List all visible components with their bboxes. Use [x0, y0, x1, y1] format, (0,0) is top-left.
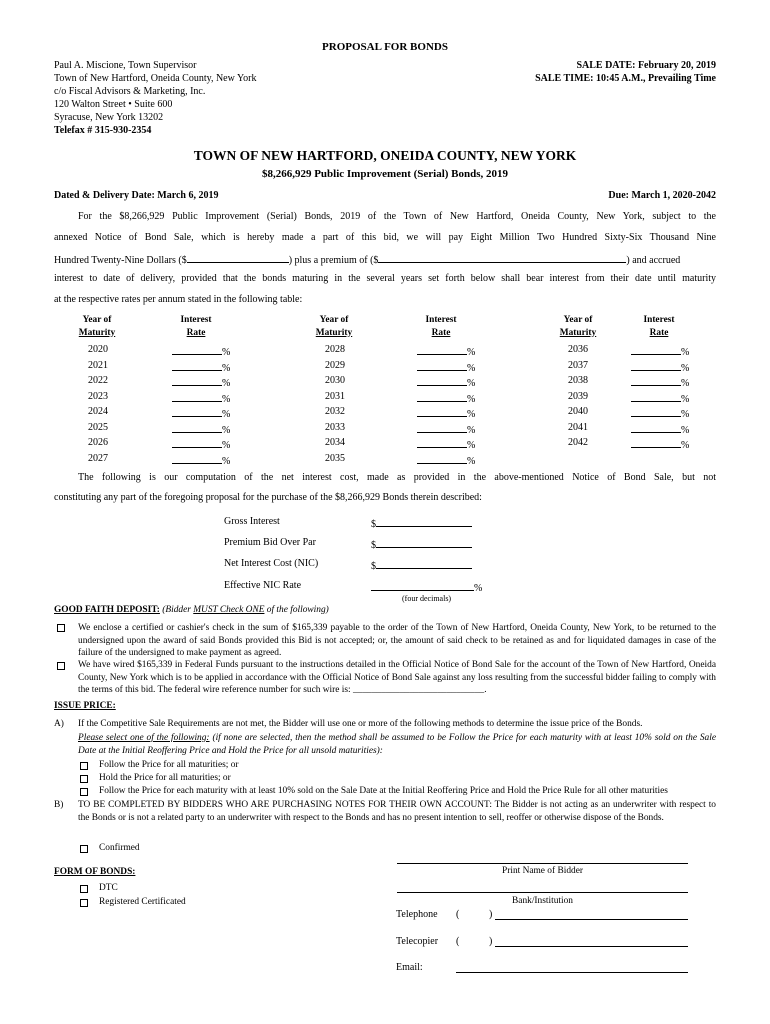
interest-rate-field[interactable]	[631, 391, 689, 405]
sale-time: SALE TIME: 10:45 A.M., Prevailing Time	[535, 73, 716, 84]
dtc-label: DTC	[99, 883, 118, 893]
select-instruction-text: (if none are selected, then the method shall be assumed to be Follow the Price for each maturity with at least 10% sold on the Sale Date at the Initial Reoffering Price and Hold the Price for all unsold maturities):	[78, 733, 717, 756]
address-line: Town of New Hartford, Oneida County, New York	[54, 73, 257, 84]
interest-rate-field[interactable]	[417, 375, 475, 389]
maturity-year: 2027	[88, 452, 108, 464]
page-title: PROPOSAL FOR BONDS	[322, 41, 448, 53]
maturity-year: 2024	[88, 406, 108, 417]
interest-rate-field[interactable]	[631, 406, 689, 420]
percent-sign: %	[467, 440, 476, 451]
percent-sign: %	[467, 455, 476, 467]
interest-rate-field[interactable]	[172, 406, 230, 420]
registered-certificated-checkbox[interactable]	[80, 899, 88, 907]
percent-sign: %	[222, 362, 231, 374]
percent-sign: %	[467, 393, 476, 405]
gross-interest-label: Gross Interest	[224, 516, 280, 527]
interest-rate-header	[634, 314, 684, 339]
select-instruction-underlined: Please select one of the following:	[78, 733, 210, 743]
maturity-year: 2034	[325, 437, 345, 448]
interest-rate-field[interactable]	[172, 375, 230, 389]
header-text: Maturity	[78, 327, 116, 338]
gfd-note: of the following)	[264, 605, 329, 615]
dtc-checkbox[interactable]	[80, 885, 88, 893]
issue-b-marker: B)	[54, 800, 64, 810]
form-of-bonds-label: FORM OF BONDS:	[54, 867, 136, 877]
maturity-year: 2028	[325, 344, 345, 355]
interest-rate-field[interactable]	[631, 375, 689, 389]
intro-text: ) plus a premium of ($	[288, 255, 379, 266]
percent-sign: %	[681, 424, 690, 436]
maturity-year: 2040	[568, 406, 588, 417]
header-text: Interest	[180, 315, 212, 325]
nic-field[interactable]	[371, 558, 472, 572]
telecopier-close-paren: )	[489, 936, 493, 947]
gfd-note: MUST Check ONE	[193, 605, 265, 615]
address-line: Syracuse, New York 13202	[54, 112, 164, 123]
interest-rate-header	[416, 314, 466, 339]
header-text: Maturity	[315, 327, 353, 338]
maturity-year: 2037	[568, 359, 588, 371]
percent-sign: %	[467, 347, 476, 358]
percent-sign: %	[681, 440, 690, 451]
issue-a-marker: A)	[54, 719, 64, 729]
address-line: 120 Walton Street • Suite 600	[54, 99, 173, 110]
price-blank[interactable]	[187, 252, 289, 263]
nic-label: Net Interest Cost (NIC)	[224, 558, 319, 569]
effective-nic-label: Effective NIC Rate	[224, 580, 302, 591]
percent-sign: %	[474, 583, 483, 594]
gfd-check-checkbox[interactable]	[57, 624, 65, 632]
telefax-line: Telefax # 315-930-2354	[54, 125, 152, 136]
good-faith-deposit-label	[54, 605, 329, 615]
interest-rate-field[interactable]	[172, 453, 230, 467]
email-label: Email:	[396, 962, 423, 973]
interest-rate-field[interactable]	[631, 344, 689, 358]
maturity-year: 2039	[568, 390, 588, 402]
percent-sign: %	[681, 362, 690, 374]
percent-sign: %	[222, 378, 231, 389]
percent-sign: %	[222, 347, 231, 358]
interest-rate-field[interactable]	[417, 453, 475, 467]
sale-date: SALE DATE: February 20, 2019	[576, 60, 716, 71]
gross-interest-field[interactable]	[371, 516, 472, 530]
maturity-year: 2030	[325, 375, 345, 386]
issue-price-label: ISSUE PRICE:	[54, 701, 116, 711]
telephone-open-paren: (	[456, 909, 460, 920]
interest-rate-field[interactable]	[172, 391, 230, 405]
percent-sign: %	[222, 440, 231, 451]
maturity-year: 2042	[568, 437, 588, 448]
header-text: Year of	[319, 315, 349, 325]
percent-sign: %	[222, 393, 231, 405]
percent-sign: %	[222, 409, 231, 420]
header-text: Interest	[425, 315, 457, 325]
percent-sign: %	[467, 424, 476, 436]
intro-line-amounts	[54, 252, 680, 266]
computation-line: constituting any part of the foregoing proposal for the purchase of the $8,266,929 Bonds therein described:	[54, 492, 482, 503]
issue-b-text: TO BE COMPLETED BY BIDDERS WHO ARE PURCHASING NOTES FOR THEIR OWN ACCOUNT: The Bidder is not acting as an underwriter with respect to the Bonds or is not a related party to an underwriter with respect to the Bonds and has no present intention to sell, reoffer or otherwise dispose of the Bonds.	[78, 800, 716, 823]
interest-rate-field[interactable]	[172, 344, 230, 358]
maturity-year: 2033	[325, 421, 345, 433]
telecopier-open-paren: (	[456, 936, 460, 947]
premium-label: Premium Bid Over Par	[224, 537, 316, 548]
intro-line: For the $8,266,929 Public Improvement (Serial) Bonds, 2019 of the Town of New Hartford, Oneida County, New York, subject to the	[78, 211, 716, 222]
maturity-year: 2022	[88, 375, 108, 386]
due-dates: Due: March 1, 2020-2042	[608, 190, 716, 201]
header-text: Rate	[431, 327, 451, 338]
bank-institution-label: Bank/Institution	[512, 896, 573, 906]
interest-rate-field[interactable]	[417, 406, 475, 420]
percent-sign: %	[681, 393, 690, 405]
telephone-close-paren: )	[489, 909, 493, 920]
address-line: c/o Fiscal Advisors & Marketing, Inc.	[54, 86, 206, 97]
percent-sign: %	[222, 424, 231, 436]
dated-delivery-date: Dated & Delivery Date: March 6, 2019	[54, 190, 219, 201]
header-text: Interest	[643, 315, 675, 325]
bond-heading: $8,266,929 Public Improvement (Serial) Bonds, 2019	[261, 168, 509, 180]
interest-rate-field[interactable]	[417, 344, 475, 358]
hold-price-all-checkbox[interactable]	[80, 775, 88, 783]
bank-institution-line[interactable]	[397, 892, 688, 893]
percent-sign: %	[681, 378, 690, 389]
computation-line: The following is our computation of the net interest cost, made as provided in the above-mentioned Notice of Bond Sale, but not	[78, 472, 716, 483]
issue-select-instruction	[78, 732, 716, 757]
percent-sign: %	[467, 378, 476, 389]
gfd-note: (Bidder	[162, 605, 194, 615]
issuer-heading: TOWN OF NEW HARTFORD, ONEIDA COUNTY, NEW YORK	[193, 148, 577, 163]
follow-price-all-checkbox[interactable]	[80, 762, 88, 770]
percent-sign: %	[681, 409, 690, 420]
bidder-name-line[interactable]	[397, 863, 688, 864]
year-of-maturity-header	[553, 314, 603, 339]
interest-rate-header	[171, 314, 221, 339]
follow-price-all-label: Follow the Price for all maturities; or	[99, 760, 239, 770]
premium-blank[interactable]	[378, 252, 626, 263]
registered-certificated-label: Registered Certificated	[99, 897, 186, 907]
header-text: Year of	[82, 315, 112, 325]
header-text: Maturity	[559, 327, 597, 338]
follow-hold-mixed-label: Follow the Price for each maturity with at least 10% sold on the Sale Date at the Initial Reoffering Price and Hold the Price Rule for all other maturities	[99, 786, 668, 796]
address-line: Paul A. Miscione, Town Supervisor	[54, 60, 197, 71]
dollar-sign: $	[371, 540, 376, 551]
maturity-year: 2023	[88, 390, 108, 402]
intro-line: interest to date of delivery, provided that the bonds maturing in the several years set forth below shall bear interest from their date until maturity	[54, 273, 716, 284]
percent-sign: %	[467, 409, 476, 420]
gfd-check-option: We enclose a certified or cashier's check in the sum of $165,339 payable to the order of the Town of New Hartford, Oneida County, New York, to be returned to the undersigned upon the award of said Bonds provided this Bid is not accepted; or, the amount of said check to be retained as and for liquidated damages in case of the failure of the undersigned to make payment as agreed.	[78, 623, 716, 659]
telephone-field[interactable]	[495, 919, 688, 920]
intro-line: at the respective rates per annum stated in the following table:	[54, 294, 303, 305]
maturity-year: 2026	[88, 437, 108, 448]
interest-rate-field[interactable]	[417, 437, 475, 451]
effective-nic-field[interactable]	[371, 580, 482, 594]
interest-rate-field[interactable]	[631, 422, 689, 436]
maturity-year: 2032	[325, 406, 345, 417]
year-of-maturity-header	[309, 314, 359, 339]
percent-sign: %	[222, 455, 231, 467]
telecopier-field[interactable]	[495, 946, 688, 947]
email-field[interactable]	[456, 972, 688, 973]
maturity-year: 2038	[568, 375, 588, 386]
maturity-year: 2021	[88, 359, 108, 371]
header-text: Rate	[186, 327, 206, 338]
interest-rate-field[interactable]	[172, 422, 230, 436]
maturity-year: 2031	[325, 390, 345, 402]
year-of-maturity-header	[72, 314, 122, 339]
interest-rate-field[interactable]	[631, 360, 689, 374]
percent-sign: %	[467, 362, 476, 374]
gfd-heading: GOOD FAITH DEPOSIT:	[54, 605, 160, 615]
dollar-sign: $	[371, 561, 376, 572]
interest-rate-field[interactable]	[417, 422, 475, 436]
header-text: Rate	[649, 327, 669, 338]
addressee-block	[54, 59, 257, 137]
telephone-label: Telephone	[396, 909, 438, 920]
gfd-wire-checkbox[interactable]	[57, 662, 65, 670]
premium-field[interactable]	[371, 537, 472, 551]
sale-info	[535, 59, 716, 85]
confirmed-checkbox[interactable]	[80, 845, 88, 853]
follow-hold-mixed-checkbox[interactable]	[80, 788, 88, 796]
maturity-year: 2025	[88, 421, 108, 433]
maturity-year: 2035	[325, 452, 345, 464]
intro-text: Hundred Twenty-Nine Dollars ($	[54, 255, 187, 266]
interest-rate-field[interactable]	[172, 437, 230, 451]
maturity-year: 2041	[568, 421, 588, 433]
header-text: Year of	[563, 315, 593, 325]
maturity-year: 2020	[88, 344, 108, 355]
confirmed-label: Confirmed	[99, 843, 140, 853]
interest-rate-field[interactable]	[172, 360, 230, 374]
gfd-instruction	[162, 605, 329, 615]
interest-rate-field[interactable]	[631, 437, 689, 451]
hold-price-all-label: Hold the Price for all maturities; or	[99, 773, 231, 783]
maturity-year: 2029	[325, 359, 345, 371]
maturity-year: 2036	[568, 344, 588, 355]
interest-rate-field[interactable]	[417, 360, 475, 374]
intro-text: ) and accrued	[626, 255, 681, 266]
four-decimals-note: (four decimals)	[402, 594, 452, 603]
gfd-wire-option: We have wired $165,339 in Federal Funds pursuant to the instructions detailed in the Official Notice of Bond Sale for the account of the Town of New Hartford, Oneida County, New York which is to be applied in accordance with the Official Notice of Bond Sale against any loss resulting from the successful bidder failing to comply with the terms of this bid. The federal wire reference number for such wire is: ____________________________.	[78, 660, 716, 696]
percent-sign: %	[681, 347, 690, 358]
telecopier-label: Telecopier	[396, 936, 439, 947]
dollar-sign: $	[371, 519, 376, 530]
print-name-label: Print Name of Bidder	[502, 866, 583, 876]
interest-rate-field[interactable]	[417, 391, 475, 405]
intro-line: annexed Notice of Bond Sale, which is hereby made a part of this bid, we will pay Eight Million Two Hundred Sixty-Six Thousand Nine	[54, 232, 716, 243]
issue-a-text: If the Competitive Sale Requirements are not met, the Bidder will use one or more of the following methods to determine the issue price of the Bonds.	[78, 719, 643, 729]
